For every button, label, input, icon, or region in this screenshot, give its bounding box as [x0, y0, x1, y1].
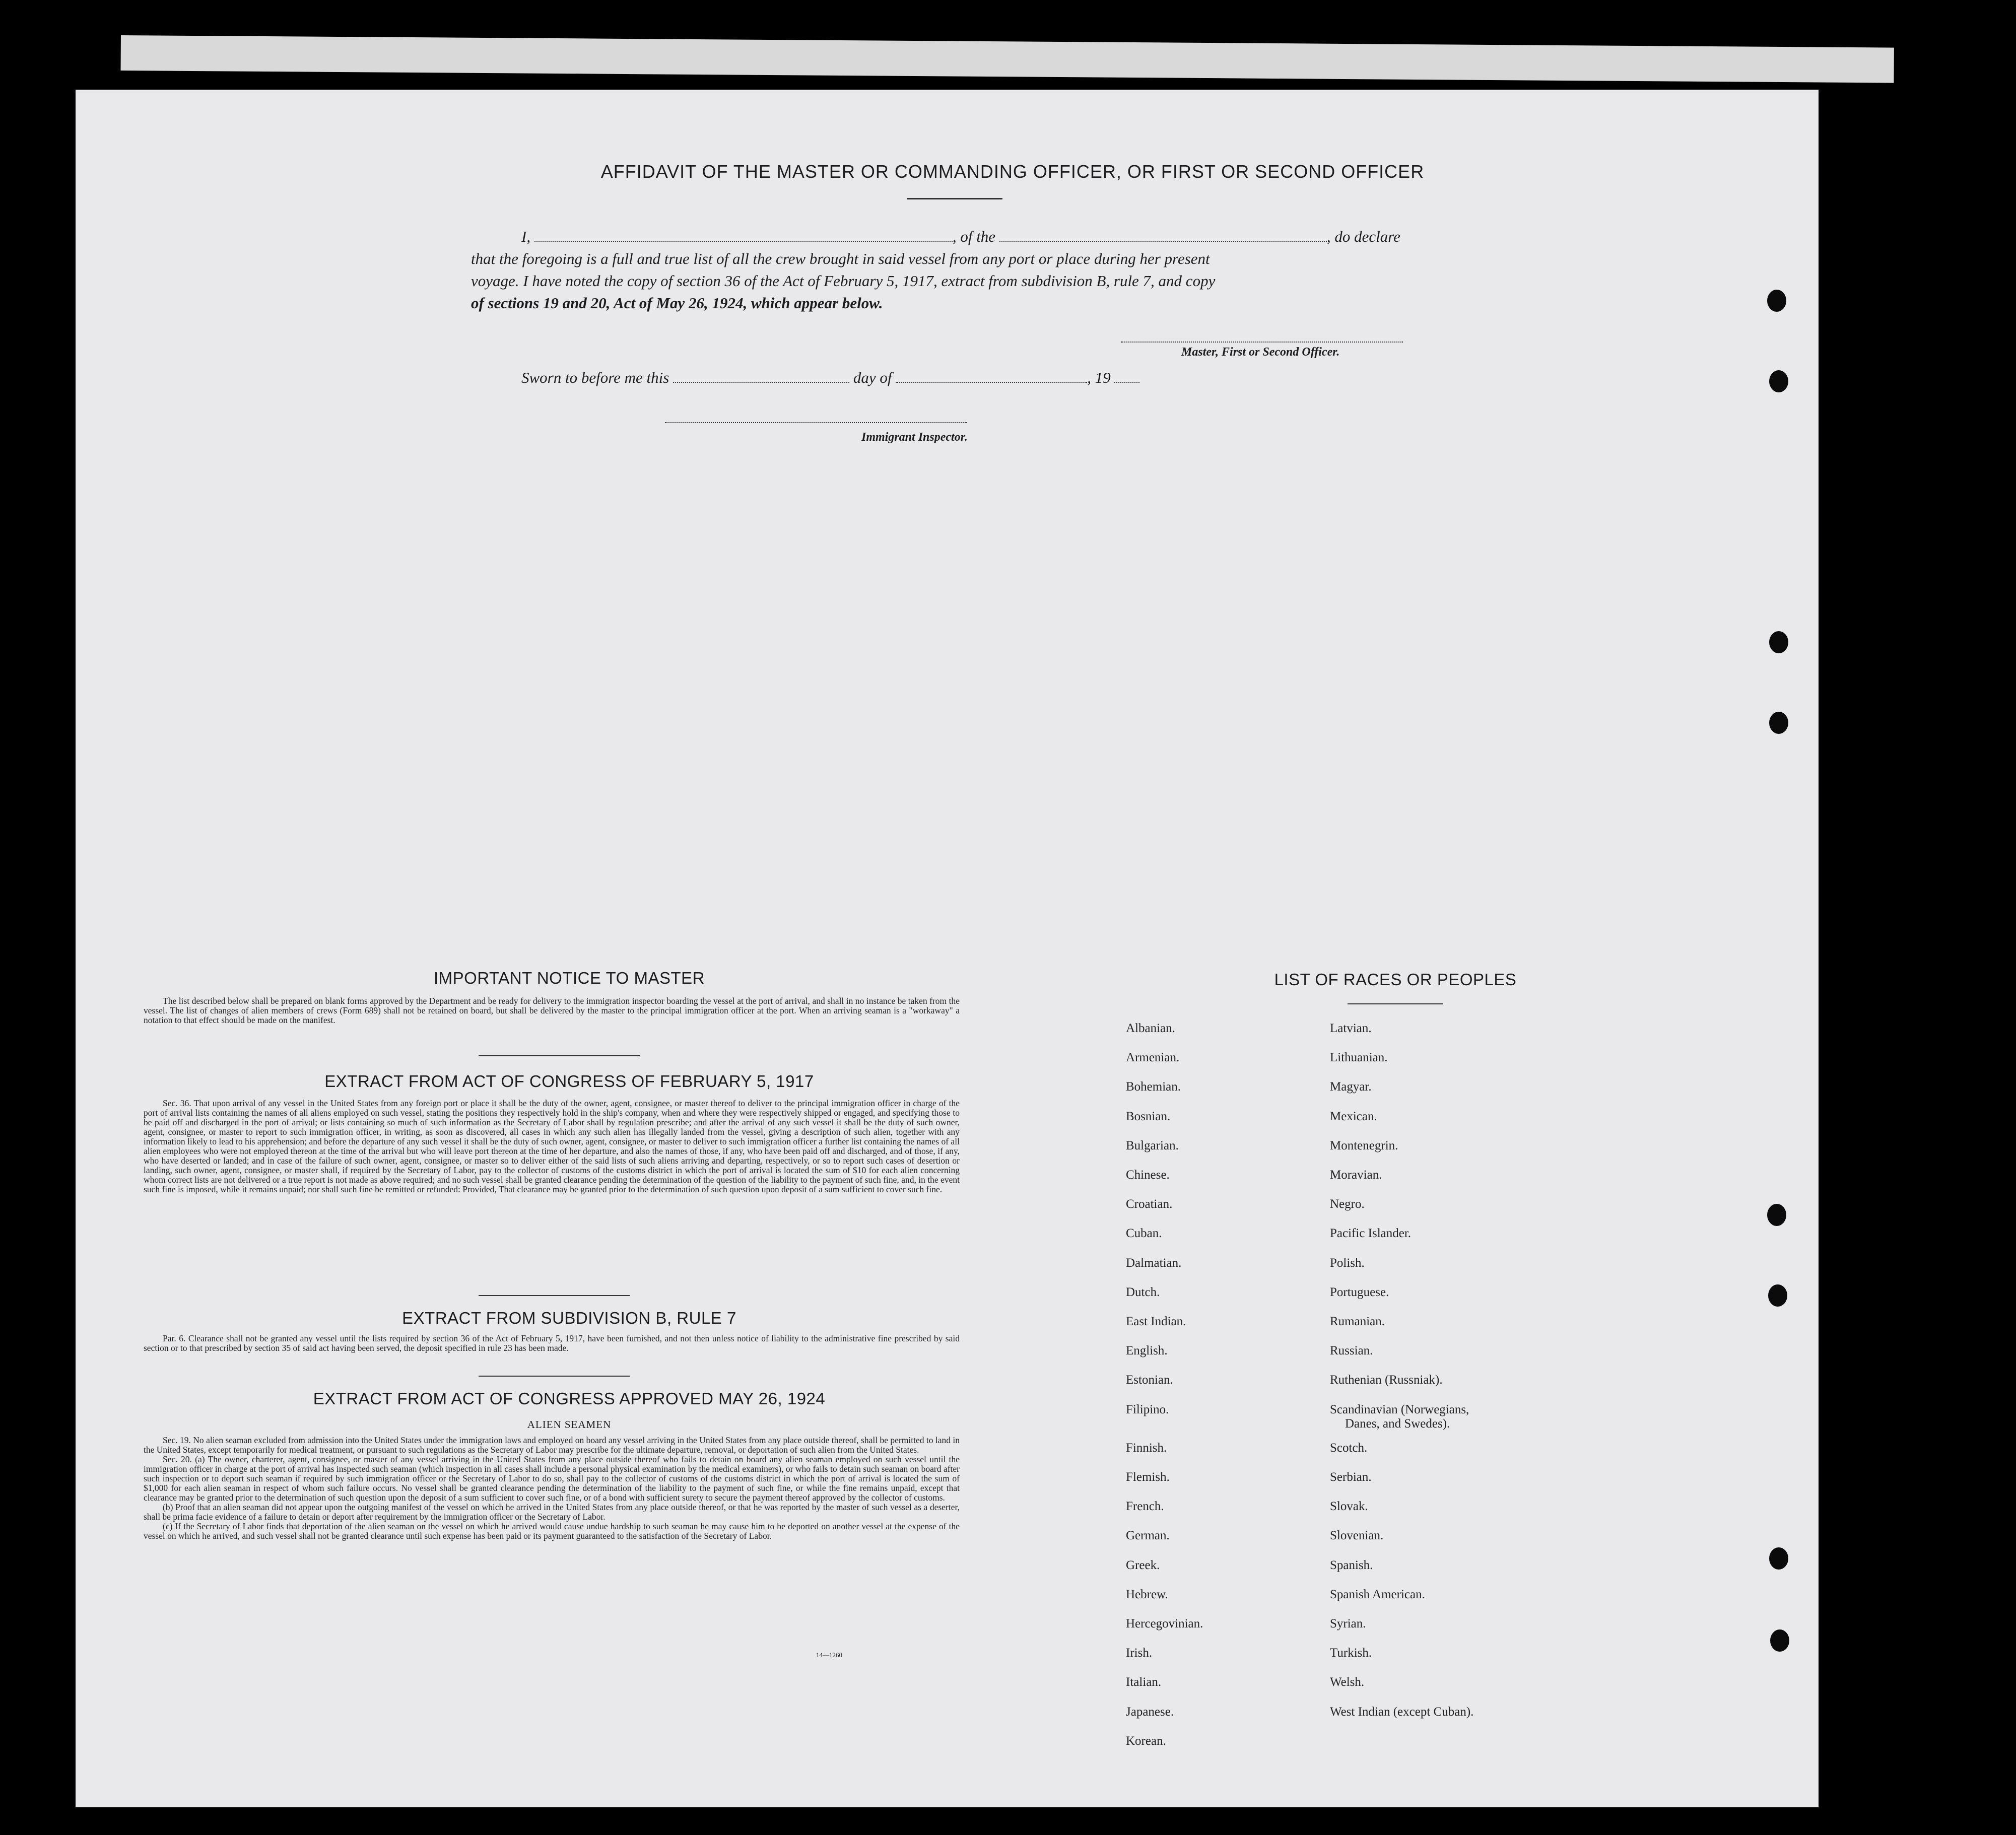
race-item: Rumanian. [1330, 1315, 1385, 1328]
sworn-year: , 19 [1087, 369, 1111, 386]
notice-title: IMPORTANT NOTICE TO MASTER [433, 969, 705, 987]
affidavit-body [471, 226, 1514, 314]
race-item: Scandinavian (Norwegians, [1330, 1402, 1469, 1416]
affidavit-title-rule [907, 198, 1002, 199]
race-item: Russian. [1330, 1344, 1373, 1358]
race-item: East Indian. [1126, 1315, 1186, 1328]
race-item: English. [1126, 1344, 1168, 1358]
binder-hole [1767, 290, 1786, 312]
alien-seamen-subtitle: ALIEN SEAMEN [527, 1418, 612, 1431]
sworn-line [521, 367, 1139, 389]
race-item: Croatian. [1126, 1197, 1173, 1211]
affidavit-title: AFFIDAVIT OF THE MASTER OR COMMANDING OFFICER, OR FIRST OR SECOND OFFICER [600, 161, 1425, 182]
race-item: Dutch. [1126, 1285, 1160, 1299]
race-item: Polish. [1330, 1256, 1365, 1270]
name-blank [534, 228, 953, 242]
extract-rule7-title: EXTRACT FROM SUBDIVISION B, RULE 7 [402, 1309, 736, 1327]
race-item: Spanish American. [1330, 1587, 1425, 1601]
divider-2 [479, 1295, 630, 1296]
extract-rule7-text [144, 1334, 960, 1353]
notice-paragraph: The list described below shall be prepared on blank forms approved by the Department and be ready for delivery to the immigration inspector boarding the vessel at the port of arrival, and shall in no instance be taken from the vessel. The list of changes of alien members of crews (Form 689) shall not be retained on board, but shall be delivered by the master to the principal immigration officer at the port. When an arriving seaman is a "workaway" a notation to that effect should be made on the manifest. [144, 996, 960, 1025]
race-item: Serbian. [1330, 1470, 1372, 1484]
race-item: Chinese. [1126, 1168, 1170, 1182]
sec-20b-paragraph: (b) Proof that an alien seaman did not appear upon the outgoing manifest of the vessel on which he arrived in the United States from any place outside thereof, or that he was reported by the master of such vessel as a deserter, shall be prima facie evidence of a failure to detain or deport after requirement by the immigration officer or the Secretary of Labor. [144, 1502, 960, 1522]
race-item: Montenegrin. [1330, 1138, 1398, 1152]
race-item: West Indian (except Cuban). [1330, 1705, 1474, 1719]
sworn-text: Sworn to before me this [521, 369, 669, 386]
race-item: Danes, and Swedes). [1345, 1416, 1450, 1431]
race-item: Moravian. [1330, 1168, 1382, 1182]
race-item: Filipino. [1126, 1402, 1169, 1416]
race-item: Lithuanian. [1330, 1051, 1388, 1065]
sworn-day-blank [673, 369, 849, 383]
binder-hole [1769, 712, 1788, 734]
race-item: Portuguese. [1330, 1285, 1389, 1299]
binder-hole [1767, 1204, 1786, 1226]
sworn-month-blank [896, 369, 1087, 383]
top-paper-strip [121, 35, 1894, 83]
race-item: German. [1126, 1529, 1170, 1543]
race-item: Albanian. [1126, 1022, 1175, 1035]
race-item: Bohemian. [1126, 1080, 1181, 1094]
race-item: Magyar. [1330, 1080, 1372, 1094]
master-signature-line [1121, 342, 1403, 343]
inspector-label: Immigrant Inspector. [861, 431, 968, 444]
divider-3 [479, 1376, 630, 1377]
race-item: Scotch. [1330, 1441, 1368, 1455]
race-item: Syrian. [1330, 1617, 1366, 1630]
affidavit-line-4: of sections 19 and 20, Act of May 26, 1924, which appear below. [471, 294, 883, 312]
race-item: Flemish. [1126, 1470, 1170, 1484]
race-item: Turkish. [1330, 1646, 1372, 1660]
extract-1924-title: EXTRACT FROM ACT OF CONGRESS APPROVED MAY 26, 1924 [313, 1389, 826, 1408]
sworn-year-blank [1114, 369, 1139, 383]
par-6-paragraph: Par. 6. Clearance shall not be granted any vessel until the lists required by section 36 of the Act of February 5, 1917, have been furnished, and not then unless notice of liability to the administrative fine prescribed by said section or to that prescribed by section 35 of said act having been served, the deposit specified in rule 23 has been made. [144, 1333, 960, 1353]
race-item: Italian. [1126, 1675, 1162, 1689]
extract-1924-text [144, 1436, 960, 1541]
race-item: Hercegovinian. [1126, 1617, 1203, 1630]
affidavit-do-declare: , do declare [1326, 228, 1400, 245]
race-item: Estonian. [1126, 1373, 1173, 1387]
race-item: French. [1126, 1500, 1164, 1514]
race-item: Japanese. [1126, 1705, 1174, 1719]
sec-20c-paragraph: (c) If the Secretary of Labor finds that deportation of the alien seaman on the vessel on which he arrived would cause undue hardship to such seaman he may cause him to be deported on another vessel at the expense of the vessel on which he arrived, and such vessel shall not be granted clearance until such expense has been paid or its payment guaranteed to the satisfaction of the Secretary of Labor. [144, 1521, 960, 1541]
race-item: Latvian. [1330, 1022, 1372, 1035]
races-title-rule [1348, 1003, 1443, 1004]
sec-20a-paragraph: Sec. 20. (a) The owner, charterer, agent, consignee, or master of any vessel arriving in the United States from any place outside thereof who fails to detain on board any alien seaman employed on such vessel until the immigration officer in charge at the port of arrival has inspected such seaman (which inspection in all cases shall include a personal physical examination by the medical examiners), or who fails to detain such seaman on board after such inspection or to deport such seaman if required by such immigration officer or the Secretary of Labor to do so, shall pay to the collector of customs of the customs district in which the port of arrival is located the sum of $1,000 for each alien seaman in respect of whom such failure occurs. No vessel shall be granted clearance pending the determination of the liability to the payment of such fine, or while the fine remains unpaid, except that clearance may be granted prior to the determination of such question upon the deposit of a sum sufficient to cover such fine, or of a bond with sufficient surety to secure the payment thereof approved by the collector of customs. [144, 1454, 960, 1503]
binder-hole [1769, 631, 1788, 653]
race-item: Cuban. [1126, 1227, 1162, 1241]
race-item: Negro. [1330, 1197, 1365, 1211]
binder-hole [1769, 370, 1788, 392]
binder-hole [1770, 1629, 1789, 1652]
affidavit-line-3: voyage. I have noted the copy of section 36 of the Act of February 5, 1917, extract from subdivision B, rule 7, and copy [471, 272, 1216, 290]
master-label: Master, First or Second Officer. [1181, 346, 1340, 359]
sec-19-paragraph: Sec. 19. No alien seaman excluded from admission into the United States under the immigration laws and employed on board any vessel arriving in the United States from any place outside thereof, shall be permitted to land in the United States, except temporarily for medical treatment, or pursuant to such regulations as the Secretary of Labor may prescribe for the ultimate departure, removal, or deportation of such alien from the United States. [144, 1435, 960, 1455]
vessel-blank [999, 228, 1327, 242]
race-item: Ruthenian (Russniak). [1330, 1373, 1443, 1387]
race-item: Slovenian. [1330, 1529, 1384, 1543]
extract-1917-title: EXTRACT FROM ACT OF CONGRESS OF FEBRUARY 5, 1917 [324, 1072, 814, 1091]
document-sheet [76, 90, 1819, 1807]
race-item: Welsh. [1330, 1675, 1365, 1689]
affidavit-i: I, [521, 228, 531, 245]
affidavit-line-1 [471, 226, 1514, 248]
extract-1917-text [144, 1099, 960, 1194]
affidavit-of-the: , of the [952, 228, 996, 245]
sworn-day-of: day of [853, 369, 892, 386]
notice-text [144, 996, 960, 1025]
race-item: Armenian. [1126, 1051, 1180, 1065]
race-item: Mexican. [1330, 1109, 1377, 1123]
race-item: Spanish. [1330, 1558, 1373, 1572]
binder-hole [1769, 1547, 1788, 1570]
affidavit-line-2: that the foregoing is a full and true list of all the crew brought in said vessel from any port or place during her present [471, 250, 1210, 267]
race-item: Dalmatian. [1126, 1256, 1182, 1270]
race-item: Bosnian. [1126, 1109, 1171, 1123]
race-item: Slovak. [1330, 1500, 1368, 1514]
form-code: 14—1260 [816, 1651, 842, 1659]
race-item: Hebrew. [1126, 1587, 1168, 1601]
race-item: Finnish. [1126, 1441, 1167, 1455]
race-item: Greek. [1126, 1558, 1160, 1572]
races-title: LIST OF RACES OR PEOPLES [1274, 970, 1517, 989]
inspector-signature-line [665, 422, 967, 423]
race-item: Korean. [1126, 1734, 1166, 1748]
sec-36-paragraph: Sec. 36. That upon arrival of any vessel in the United States from any foreign port or place it shall be the duty of the owner, agent, consignee, or master thereof to deliver to the principal immigration officer in charge of the port of arrival lists containing the names of all aliens employed on such vessel, stating the positions they respectively hold in the ship's company, when and where they were respectively shipped or engaged, and specifying those to be paid off and discharged in the port of arrival; or lists containing so much of such information as the Secretary of Labor shall by regulation prescribe; and after the arrival of any such vessel it shall be the duty of such owner, agent, consignee, or master to report to such immigration officer, in writing, as soon as discovered, all cases in which any such alien has illegally landed from the vessel, giving a description of such alien, together with any information likely to lead to his apprehension; and before the departure of any such vessel it shall be the duty of such owner, agent, consignee, or master to deliver to such immigration officer a further list containing the names of all alien employees who were not employed thereon at the time of the arrival but who will leave port thereon at the time of her departure, and also the names of those, if any, who have been paid off and discharged, and of those, if any, who have deserted or landed; and in case of the failure of such owner, agent, consignee, or master so to deliver either of the said lists of such aliens arriving and departing, respectively, or so to report such cases of desertion or landing, such owner, agent, consignee, or master shall, if required by the Secretary of Labor, pay to the collector of customs of the customs district in which the port of arrival is located the sum of $10 for each alien concerning whom correct lists are not delivered or a true report is not made as above required; and no such vessel shall be granted clearance pending the determination of the question of the liability to the payment of such fine, and, in the event such fine is imposed, while it remains unpaid; nor shall such fine be remitted or refunded: Provided, That clearance may be granted prior to the determination of such question upon deposit of a sum sufficient to cover such fine. [144, 1098, 960, 1194]
race-item: Irish. [1126, 1646, 1153, 1660]
binder-hole [1768, 1284, 1787, 1307]
race-item: Pacific Islander. [1330, 1227, 1412, 1241]
race-item: Bulgarian. [1126, 1138, 1179, 1152]
divider-1 [479, 1055, 640, 1056]
